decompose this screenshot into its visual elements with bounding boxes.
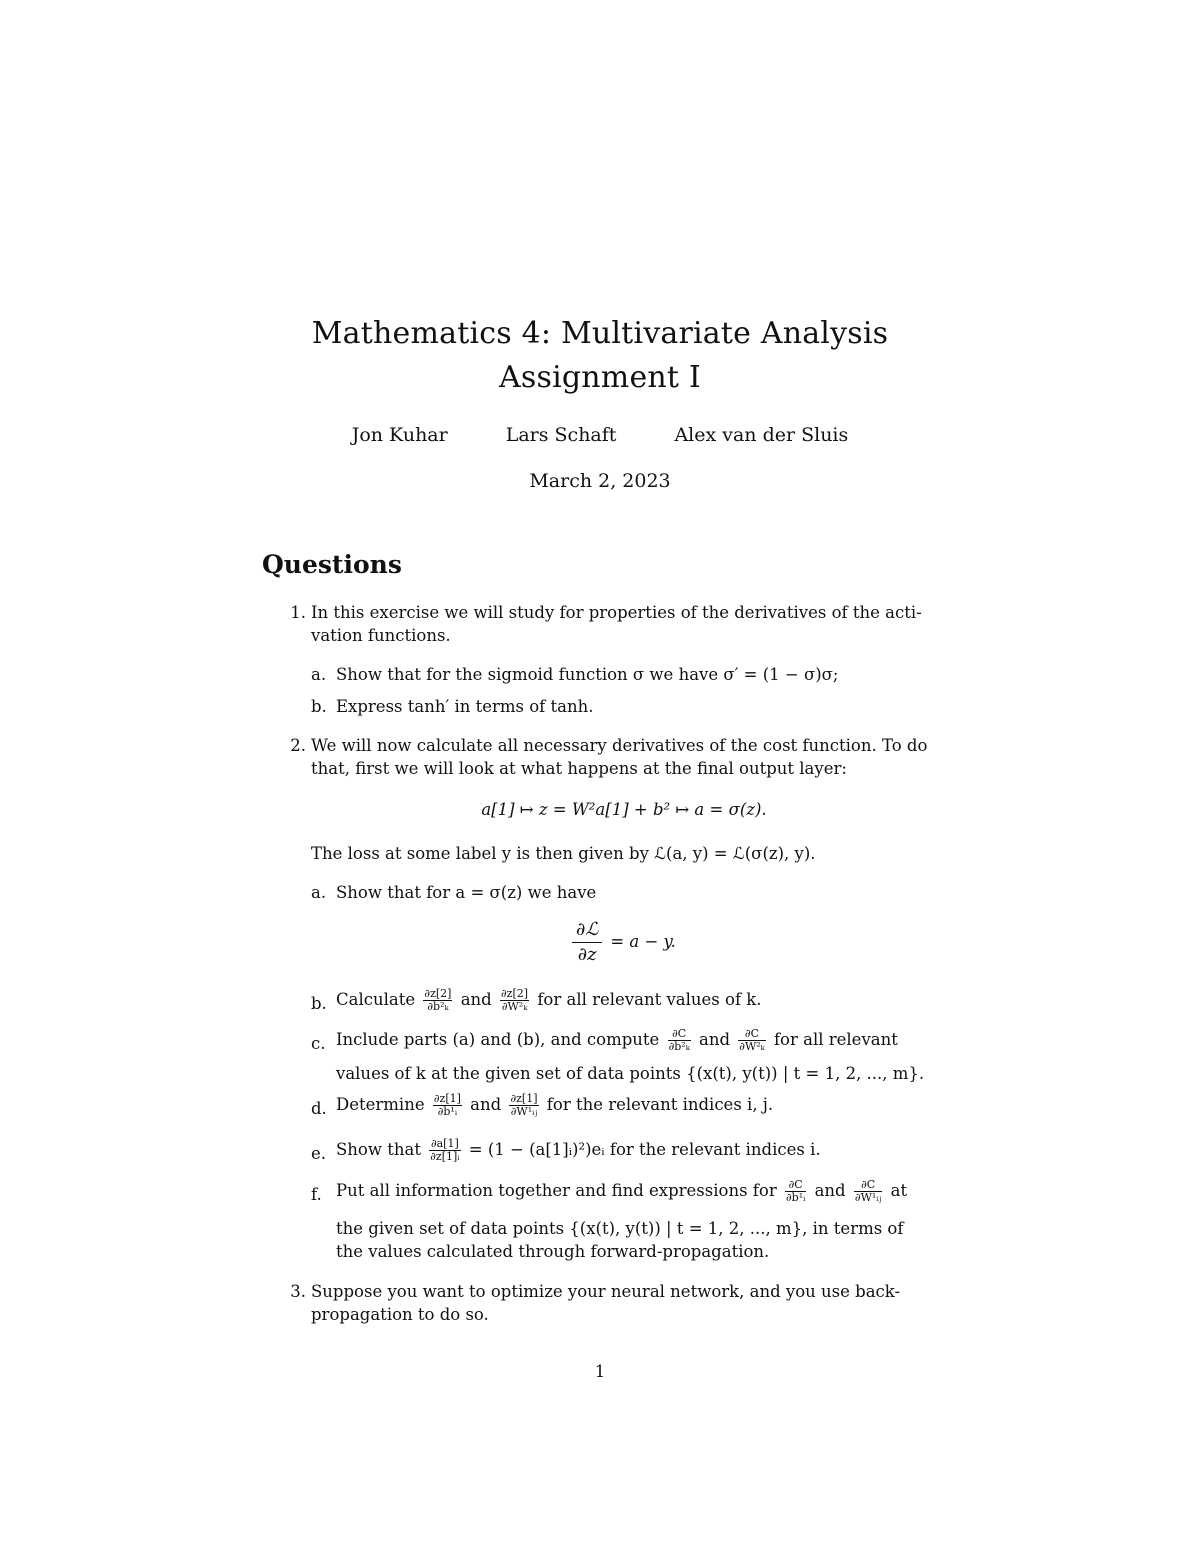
fraction: [500, 988, 529, 1013]
q2-b-text: [336, 988, 937, 1013]
b-text-start: Calculate: [336, 990, 416, 1009]
and-word: and: [470, 1095, 502, 1114]
fraction-denominator: ∂b²ₖ: [668, 1040, 690, 1053]
q1-b-text: Express tanh′ in terms of tanh.: [336, 697, 594, 716]
question-2-number: 2.: [290, 736, 306, 755]
q2-c-text: [336, 1028, 937, 1053]
q2-c-label: c.: [311, 1034, 326, 1053]
question-3-line-1: Suppose you want to optimize your neural network, and you use back-: [311, 1282, 901, 1301]
q2-d-label: d.: [311, 1099, 327, 1118]
fraction: [433, 1093, 462, 1118]
fraction-denominator: ∂b¹ᵢ: [785, 1191, 806, 1204]
f-text-end: at: [890, 1181, 908, 1200]
e-text-end: = (1 − (a[1]ᵢ)²)eᵢ for the relevant indices i.: [468, 1140, 821, 1159]
question-3-line-2: propagation to do so.: [311, 1305, 489, 1324]
fraction-numerator: ∂C: [785, 1179, 806, 1192]
author-3: Alex van der Sluis: [674, 424, 849, 446]
e-text-start: Show that: [336, 1140, 421, 1159]
output-layer-equation: a[1] ↦ z = W²a[1] + b² ↦ a = σ(z).: [481, 800, 767, 819]
q2-b-label: b.: [311, 994, 327, 1013]
author-2: Lars Schaft: [505, 424, 617, 446]
d-text-end: for the relevant indices i, j.: [546, 1095, 774, 1114]
fraction: [668, 1028, 691, 1053]
q2-f-label: f.: [311, 1185, 322, 1204]
b-text-end: for all relevant values of k.: [537, 990, 762, 1009]
fraction-denominator: ∂W¹ᵢⱼ: [510, 1105, 538, 1118]
fraction-denominator: ∂z[1]ᵢ: [430, 1150, 460, 1163]
f-text-start: Put all information together and find expressions for: [336, 1181, 777, 1200]
page-number: 1: [594, 1362, 606, 1381]
fraction-denominator: ∂W¹ᵢⱼ: [854, 1191, 882, 1204]
fraction-numerator: ∂z[2]: [424, 987, 452, 1000]
and-word: and: [814, 1181, 846, 1200]
loss-derivative-equation: [311, 918, 937, 967]
and-word: and: [460, 990, 492, 1009]
fraction-numerator: ∂z[1]: [433, 1092, 461, 1105]
question-1-number: 1.: [290, 603, 306, 622]
fraction-numerator: ∂C: [854, 1179, 883, 1192]
q1-b-label: b.: [311, 697, 327, 716]
author-1: Jon Kuhar: [351, 424, 448, 446]
fraction-numerator: ∂z[1]: [510, 1092, 538, 1105]
fraction-denominator: ∂b¹ᵢ: [437, 1105, 458, 1118]
c-text-end: for all relevant: [773, 1030, 898, 1049]
q2-a-text: Show that for a = σ(z) we have: [336, 883, 597, 902]
q2-f-text: [336, 1179, 937, 1204]
fraction-numerator: ∂C: [668, 1028, 691, 1041]
fraction-denominator: ∂z: [577, 944, 597, 965]
q2-e-label: e.: [311, 1144, 327, 1163]
section-heading: Questions: [262, 550, 402, 579]
equation-rhs: = a − y.: [610, 932, 676, 951]
question-1-line-1: In this exercise we will study for properties of the derivatives of the acti-: [311, 603, 922, 622]
fraction: [738, 1028, 765, 1053]
fraction: [423, 988, 452, 1013]
fraction-numerator: ∂ℒ: [572, 918, 602, 943]
loss-derivative-fraction: [572, 918, 602, 967]
fraction-numerator: ∂a[1]: [430, 1137, 459, 1150]
question-1-line-2: vation functions.: [311, 626, 451, 645]
fraction-numerator: ∂C: [738, 1028, 765, 1041]
fraction-denominator: ∂b²ₖ: [427, 1000, 449, 1013]
q2-e-text: [336, 1138, 937, 1163]
fraction: [785, 1179, 806, 1204]
q1-a-text: Show that for the sigmoid function σ we have σ′ = (1 − σ)σ;: [336, 665, 839, 684]
title-line-2: Assignment I: [499, 360, 701, 395]
question-2-line-2: that, first we will look at what happens at the final output layer:: [311, 759, 847, 778]
fraction-denominator: ∂W²ₖ: [501, 1000, 528, 1013]
question-2-line-1: We will now calculate all necessary derivatives of the cost function. To do: [311, 736, 928, 755]
loss-definition: The loss at some label y is then given by ℒ(a, y) = ℒ(σ(z), y).: [311, 844, 816, 863]
q2-d-text: [336, 1093, 937, 1118]
q1-a-label: a.: [311, 665, 327, 684]
document-date: March 2, 2023: [529, 470, 671, 492]
and-word: and: [698, 1030, 731, 1049]
q2-c-line-2: values of k at the given set of data points {(x(t), y(t)) | t = 1, 2, ..., m}.: [336, 1064, 925, 1083]
title-line-1: Mathematics 4: Multivariate Analysis: [311, 316, 889, 351]
fraction: [509, 1093, 538, 1118]
question-3-number: 3.: [290, 1282, 306, 1301]
fraction: [854, 1179, 883, 1204]
q2-f-line-2: the given set of data points {(x(t), y(t)) | t = 1, 2, ..., m}, in terms of: [336, 1219, 904, 1238]
q2-f-line-3: the values calculated through forward-propagation.: [336, 1242, 770, 1261]
fraction: [429, 1138, 460, 1163]
c-text-start: Include parts (a) and (b), and compute: [336, 1030, 660, 1049]
d-text-start: Determine: [336, 1095, 425, 1114]
fraction-denominator: ∂W²ₖ: [739, 1040, 765, 1053]
q2-a-label: a.: [311, 883, 327, 902]
fraction-numerator: ∂z[2]: [500, 987, 529, 1000]
